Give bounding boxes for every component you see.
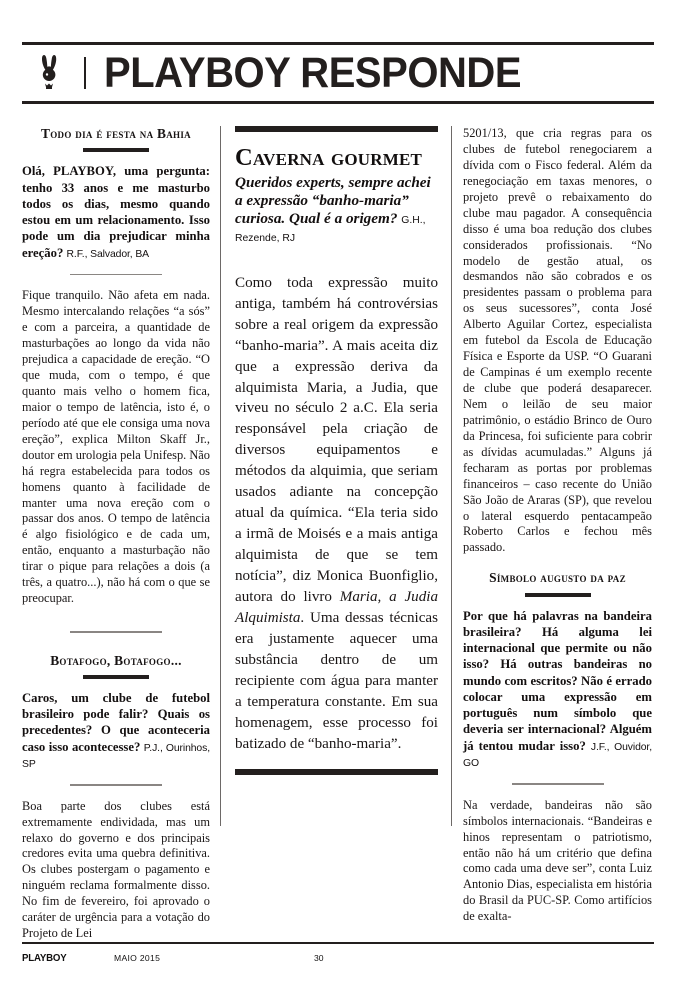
feature-spacer [235, 247, 438, 273]
question-signature: P.J., Ourinhos, SP [22, 742, 210, 770]
feature-question-text: Queridos experts, sempre achei a expressão “banho-maria” curiosa. Qual é a origem? [235, 173, 431, 228]
question-signature: R.F., Salvador, BA [66, 248, 150, 260]
section-heading: Botafogo, Botafogo... [50, 652, 182, 668]
section-botafogo [22, 653, 210, 943]
reader-question [22, 163, 210, 261]
reader-question [22, 690, 210, 771]
section-simbolo-augusto-da-paz [463, 570, 652, 925]
answer-continued-text: 5201/13, que cria regras para os clubes de futebol renegociarem a dívida com o Fisco federal. Além da renegociação em taxas menores, o projeto prevê o rebaixamento do clube mau pagador. A consequência disso é uma boa redução dos clubes considerados profissionais. “No modelo de gestão atual, os desmandos não são cobrados e os presidentes passam o problema para os seus sucessores”, conta José Alberto Aguilar Cortez, especialista em futebol da Escola de Educação Física e Esporte da USP. “O Guarani de Campinas é um exemplo recente de clube que poderá desaparecer. Nem o leilão de seu maior patrimônio, o estádio Brinco de Ouro da Princesa, foi suficiente para cobrir as dívidas acumuladas.” Alguns já fecharam as portas por problemas financeiros – caso recente do União São João de Araras (SP), que revelou o lateral esquerdo pentacampeão Roberto Carlos e fechou mês passado. [463, 126, 652, 555]
column-middle [220, 126, 452, 826]
answer-text: Na verdade, bandeiras não são símbolos internacionais. “Bandeiras e hinos representam o patriotismo, então não há um critério que defina como cada uma deve ser”, conta Luiz Antonio Dias, especialista em história do Brasil da PUC-SP. Como artifícios de exalta- [463, 797, 652, 924]
question-signature: J.F., Ouvidor, GO [463, 741, 652, 770]
feature-question-signature: G.H., Rezende, RJ [235, 215, 426, 245]
question-text: Olá, PLAYBOY, uma pergunta: tenho 33 anos e me masturbo todos os dias, mesmo quando estou em um relacionamento. Isso pode um dia prejudicar minha ereção? [22, 164, 210, 260]
section-rule [83, 675, 149, 679]
feature-book-title: Maria, a Judia Alquimista [235, 589, 438, 627]
page-masthead [22, 42, 654, 104]
page-footer [22, 942, 654, 964]
answer-divider [70, 784, 162, 785]
answer-divider [512, 783, 604, 784]
reader-question [463, 608, 652, 771]
question-text: Caros, um clube de futebol brasileiro pode falir? Quais os precedentes? O que aconteceria caso isso acontecesse? [22, 690, 210, 754]
feature-question [235, 174, 438, 247]
feature-answer [235, 273, 438, 755]
section-rule [525, 593, 591, 597]
feature-answer-part1: Como toda expressão muito antiga, também há controvérsias sobre a real origem da expressão “banho-maria”. A mais aceita diz que a expressão deriva da alquimista Maria, a Judia, que viveu no século 2 a.C. Ela seria responsável pela criação de diversos equipamentos e métodos da alquimia, que seriam usados adiante na concepção atual da química. “Ela teria sido a irmã de Moisés e a mais antiga alquimista de que se tem notícia”, diz Monica Buonfiglio, autora do livro [235, 274, 438, 606]
feature-rule-bottom [235, 769, 438, 775]
playboy-bunny-logo [34, 54, 64, 92]
answer-text: Fique tranquilo. Não afeta em nada. Mesmo intercalando relações “a sós” e com a parceira, a quantidade de masturbações ao longo da vida não prejudica a capacidade de ereção. “O que muda, com o tempo, é que quanto mais velho o homem fica, maior o tempo de latência, isto é, o período até que ele consiga uma nova ereção”, explica Milton Skaff Jr., doutor em urologia pela Unifesp. Não há regra estabelecida para todos os homens quanto à facilidade de manter uma nova ereção com o passar dos anos. O tempo de latência é algo fisiológico e de cada um, então, enquanto a masturbação não tirar o pique para relações a dois (a três, a quatro...), não há com o que se preocupar. [22, 288, 210, 606]
magazine-page [0, 42, 676, 992]
article-columns [22, 126, 654, 941]
feature-answer-part2: . Uma dessas técnicas era justamente aquecer uma substância dentro de um recipiente com água para manter a temperatura constante. Em sua homenagem, esse processo foi batizado de “banho-maria”. [235, 610, 438, 752]
section-todo-dia-e-festa-na-bahia [22, 126, 210, 607]
page-title: PLAYBOY RESPONDE [104, 48, 522, 97]
footer-page-number: 30 [314, 953, 324, 963]
answer-text: Boa parte dos clubes está extremamente endividada, mas um relaxo do governo e dos principais credores evita uma quebra definitiva. Os clubes postergam o pagamento e ninguém reclama formalmente disso. No fim de fevereiro, foi aprovado o caráter de urgência para a votação do Projeto de Lei [22, 798, 210, 941]
feature-rule-top [235, 126, 438, 132]
feature-title: Caverna gourmet [235, 144, 423, 171]
spacer [463, 556, 652, 570]
question-text: Por que há palavras na bandeira brasileira? Há alguma lei internacional que permite ou não isso? Há outras bandeiras no mundo com escritos? Não é errado colocar uma expressão em português num símbolo que deveria ser internacional? Alguém já tentou mudar isso? [463, 608, 652, 753]
column-right [452, 126, 652, 924]
section-heading: Todo dia é festa na Bahia [41, 126, 191, 141]
column-left [22, 126, 220, 941]
masthead-divider [84, 57, 86, 89]
section-separator [70, 631, 162, 632]
footer-brand: PLAYBOY [22, 952, 67, 964]
answer-divider [70, 274, 162, 275]
section-rule [83, 148, 149, 152]
footer-issue-date: MAIO 2015 [114, 953, 161, 963]
section-heading: Símbolo augusto da paz [489, 570, 626, 586]
